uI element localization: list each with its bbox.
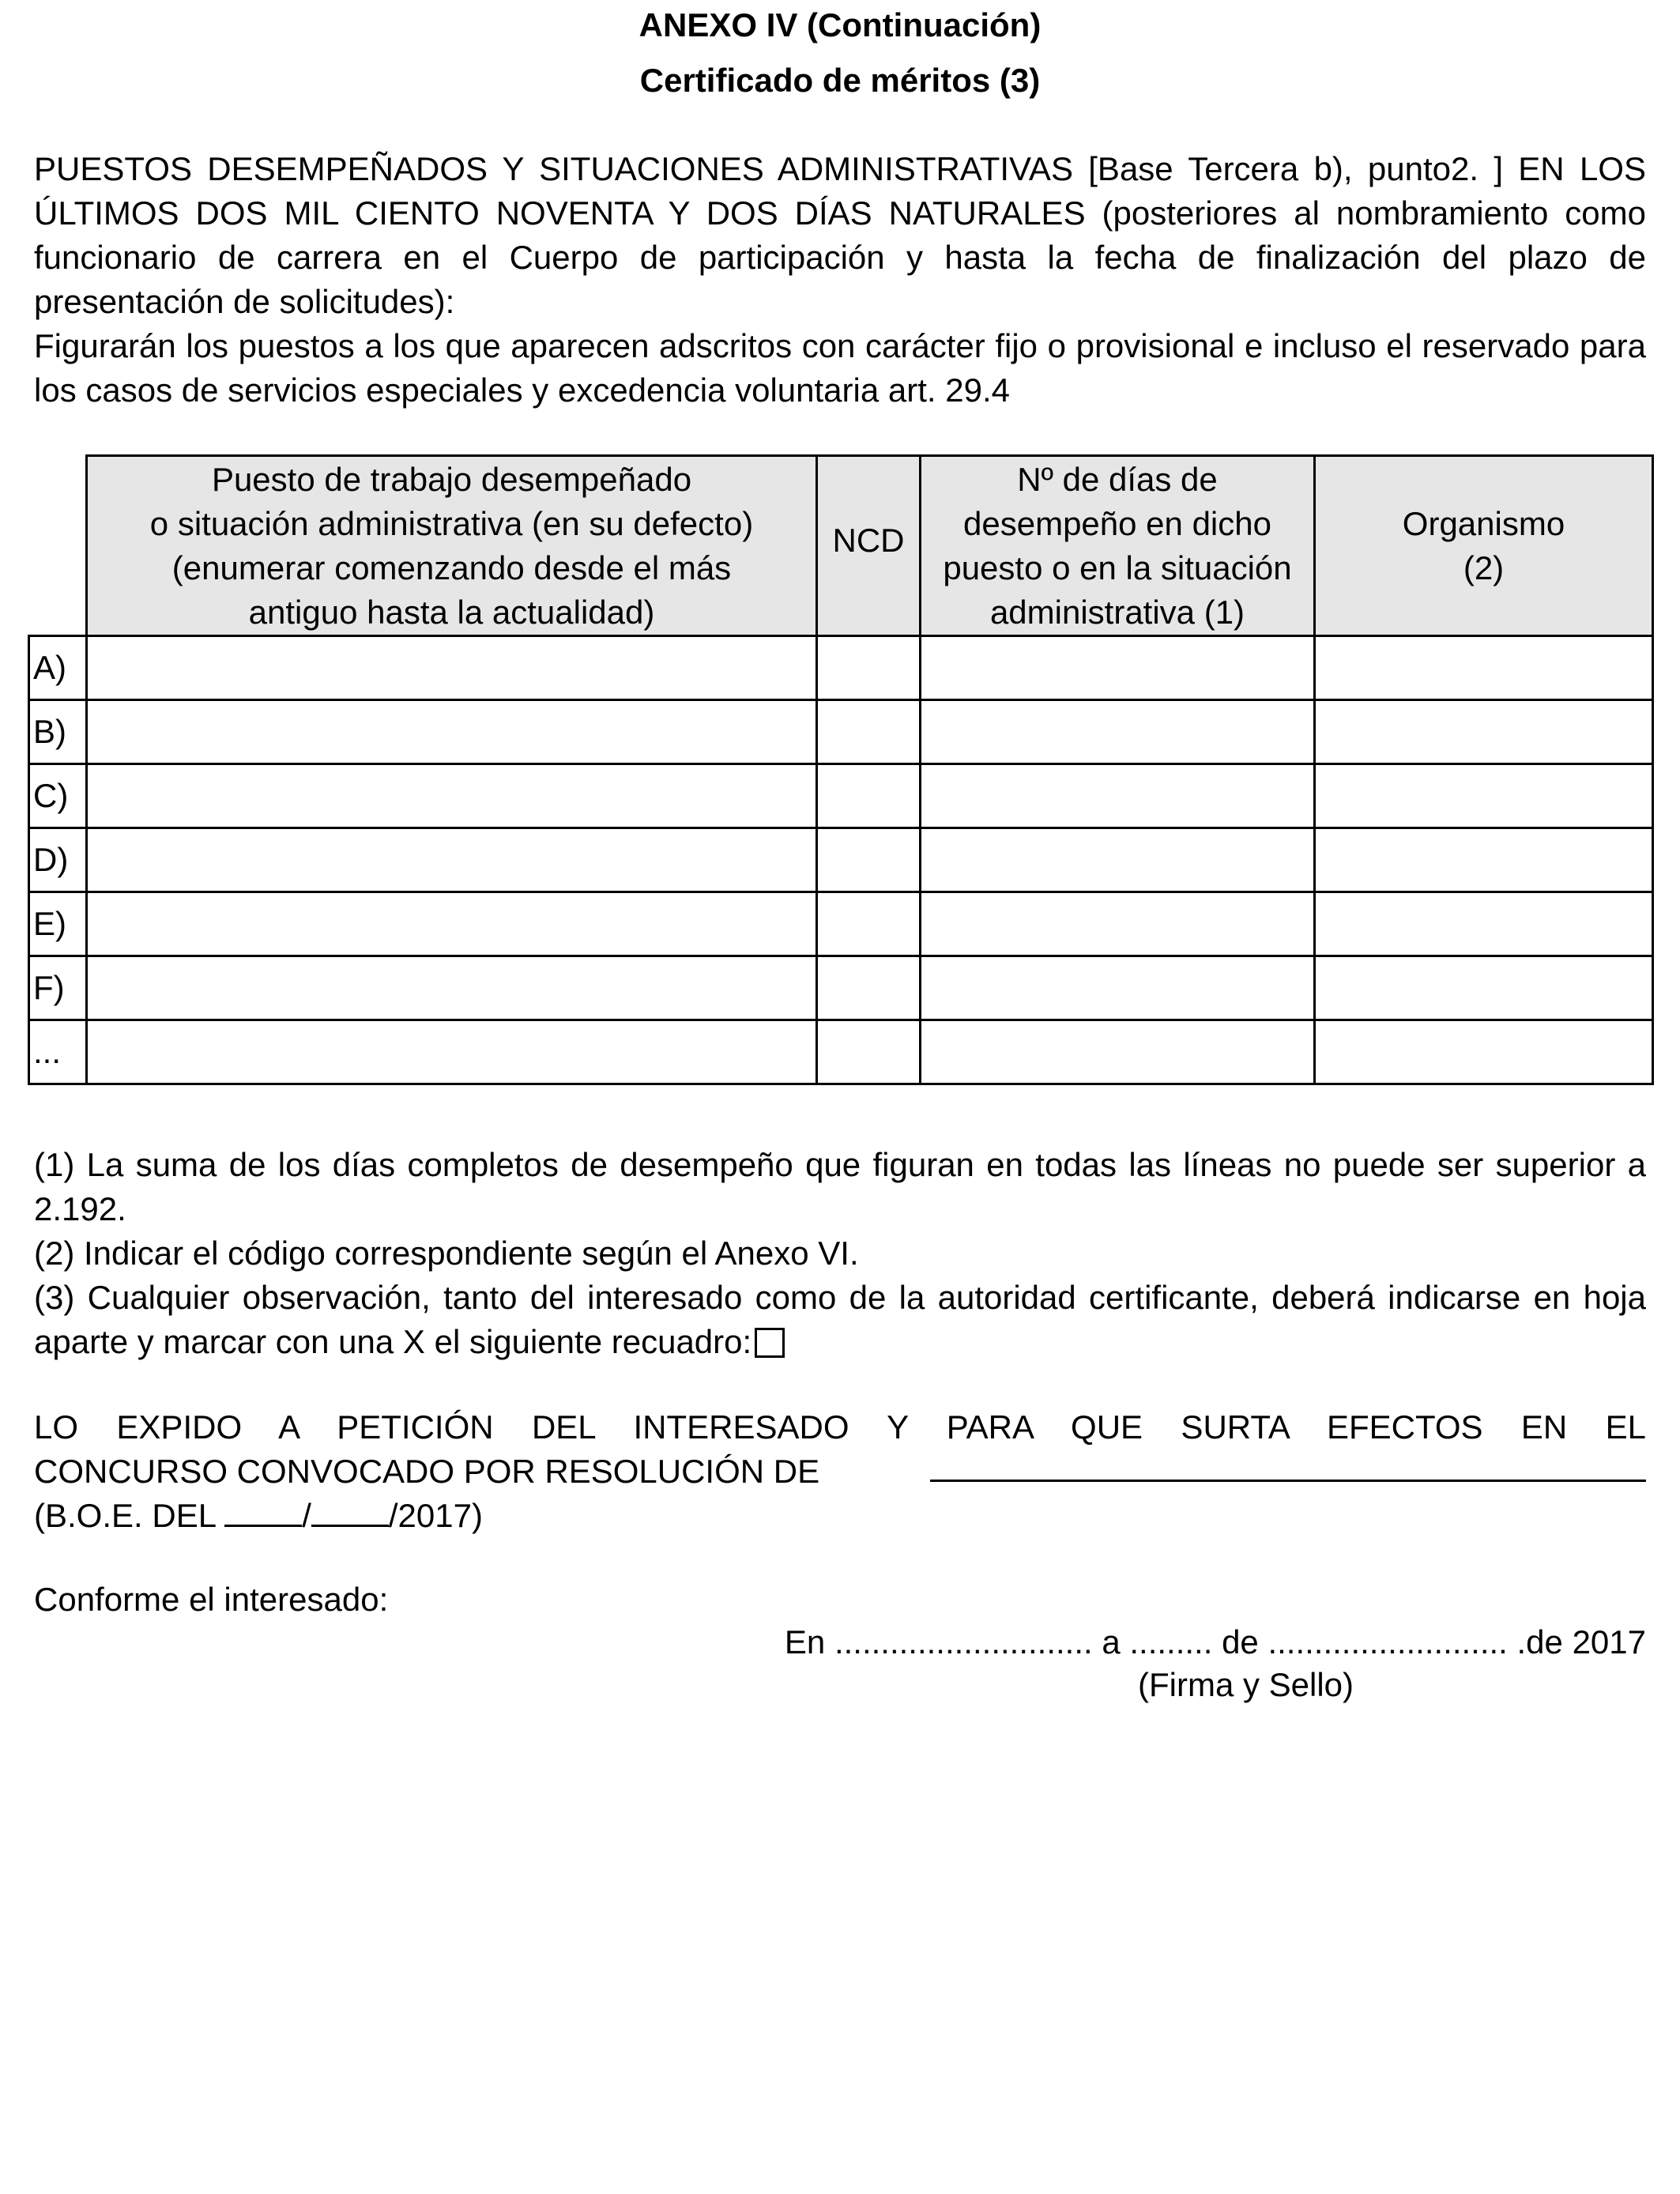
closing-line-2-text: CONCURSO CONVOCADO POR RESOLUCIÓN DE <box>34 1453 820 1490</box>
cell-dias[interactable] <box>921 956 1315 1020</box>
footnote-3 <box>34 1276 1646 1364</box>
cell-dias[interactable] <box>921 828 1315 892</box>
intro-paragraph-2: Figurarán los puestos a los que aparecen adscritos con carácter fijo o provisional e incluso el reservado para los casos de servicios especiales y excedencia voluntaria art. 29.4 <box>34 327 1646 409</box>
cell-dias[interactable] <box>921 700 1315 764</box>
merits-table <box>28 454 1654 1085</box>
cell-ncd[interactable] <box>817 892 921 956</box>
cell-dias[interactable] <box>921 1020 1315 1084</box>
row-label: C) <box>29 764 87 828</box>
intro-paragraph-1: PUESTOS DESEMPEÑADOS Y SITUACIONES ADMINISTRATIVAS [Base Tercera b), punto2. ] EN LOS ÚLTIMOS DOS MIL CIENTO NOVENTA Y DOS DÍAS NATURALES (posteriores al nombramiento como funcionario de carrera en el Cuerpo de participación y hasta la fecha de finalización del plazo de presentación de solicitudes): <box>34 150 1646 320</box>
table-row <box>29 956 1653 1020</box>
row-label: E) <box>29 892 87 956</box>
table-corner-cell <box>29 456 87 636</box>
header-ncd-label: NCD <box>832 521 905 559</box>
header-puesto <box>87 456 817 636</box>
resolution-blank-line[interactable] <box>930 1453 1646 1482</box>
header-puesto-line-1: Puesto de trabajo desempeñado <box>211 460 692 498</box>
cell-ncd[interactable] <box>817 700 921 764</box>
header-organismo <box>1315 456 1653 636</box>
table-row <box>29 892 1653 956</box>
cell-puesto[interactable] <box>87 956 817 1020</box>
document-subtitle: Certificado de méritos (3) <box>639 62 1041 99</box>
closing-line-2 <box>34 1449 1646 1494</box>
boe-prefix: (B.O.E. DEL <box>34 1497 216 1534</box>
header-dias-line-3: puesto o en la situación <box>943 548 1292 586</box>
cell-puesto[interactable] <box>87 636 817 700</box>
cell-puesto[interactable] <box>87 764 817 828</box>
footnote-1: (1) La suma de los días completos de desempeño que figuran en todas las líneas no puede ser superior a 2.192. <box>34 1146 1646 1227</box>
table-row <box>29 700 1653 764</box>
cell-organismo[interactable] <box>1315 636 1653 700</box>
cell-puesto[interactable] <box>87 1020 817 1084</box>
header-dias-line-4: administrativa (1) <box>989 593 1245 631</box>
cell-organismo[interactable] <box>1315 892 1653 956</box>
table-row <box>29 1020 1653 1084</box>
row-label: B) <box>29 700 87 764</box>
cell-ncd[interactable] <box>817 764 921 828</box>
conforme-label: Conforme el interesado: <box>34 1581 389 1618</box>
cell-organismo[interactable] <box>1315 764 1653 828</box>
observation-checkbox[interactable] <box>755 1328 785 1358</box>
place-date-line: En ............................ a ......... de .......................... .de 2017 <box>784 1623 1646 1661</box>
table-row <box>29 828 1653 892</box>
cell-puesto[interactable] <box>87 892 817 956</box>
cell-ncd[interactable] <box>817 1020 921 1084</box>
closing-line-1: LO EXPIDO A PETICIÓN DEL INTERESADO Y PARA QUE SURTA EFECTOS EN EL <box>34 1408 1646 1446</box>
header-puesto-line-4: antiguo hasta la actualidad) <box>248 593 655 631</box>
row-label: A) <box>29 636 87 700</box>
cell-puesto[interactable] <box>87 700 817 764</box>
row-label: F) <box>29 956 87 1020</box>
signature-caption: (Firma y Sello) <box>1138 1666 1354 1703</box>
cell-puesto[interactable] <box>87 828 817 892</box>
boe-suffix: /2017) <box>388 1497 483 1534</box>
header-dias-line-1: Nº de días de <box>1017 460 1218 498</box>
cell-dias[interactable] <box>921 636 1315 700</box>
boe-date-line <box>34 1494 1646 1538</box>
boe-month-blank[interactable] <box>311 1498 389 1527</box>
cell-dias[interactable] <box>921 892 1315 956</box>
cell-organismo[interactable] <box>1315 1020 1653 1084</box>
cell-organismo[interactable] <box>1315 956 1653 1020</box>
header-dias-line-2: desempeño en dicho <box>963 504 1271 542</box>
cell-ncd[interactable] <box>817 828 921 892</box>
boe-separator: / <box>302 1497 311 1534</box>
header-puesto-line-3: (enumerar comenzando desde el más <box>171 548 732 586</box>
header-dias <box>921 456 1315 636</box>
boe-day-blank[interactable] <box>224 1498 302 1527</box>
table-row <box>29 764 1653 828</box>
table-row <box>29 636 1653 700</box>
header-puesto-line-2: o situación administrativa (en su defecto) <box>149 504 754 542</box>
header-ncd <box>817 456 921 636</box>
table-header-row <box>29 456 1653 636</box>
row-label: ... <box>29 1020 87 1084</box>
header-organismo-line-1: Organismo <box>1402 504 1565 542</box>
footnote-3-text: (3) Cualquier observación, tanto del interesado como de la autoridad certificante, deberá indicarse en hoja aparte y marcar con una X el siguiente recuadro: <box>34 1279 1646 1360</box>
header-organismo-line-2: (2) <box>1463 548 1505 586</box>
cell-organismo[interactable] <box>1315 828 1653 892</box>
annex-title: ANEXO IV (Continuación) <box>638 6 1042 43</box>
cell-dias[interactable] <box>921 764 1315 828</box>
row-label: D) <box>29 828 87 892</box>
cell-ncd[interactable] <box>817 636 921 700</box>
cell-ncd[interactable] <box>817 956 921 1020</box>
footnote-2: (2) Indicar el código correspondiente según el Anexo VI. <box>34 1235 859 1272</box>
cell-organismo[interactable] <box>1315 700 1653 764</box>
